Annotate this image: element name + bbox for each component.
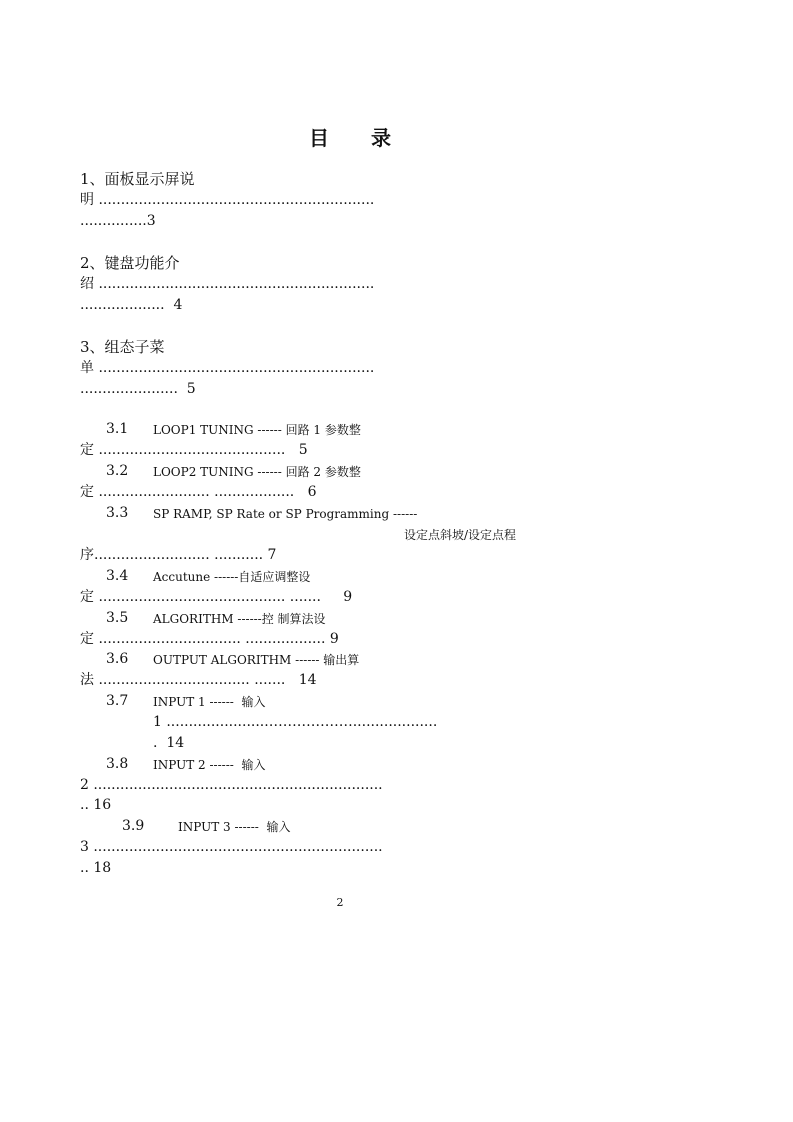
- toc-entry-1-page: ...............3: [80, 213, 156, 229]
- toc-sub-3-6-num: 3.6: [106, 651, 129, 667]
- toc-entry-3-leader: 单 ..............................................................: [80, 360, 375, 376]
- toc-sub-3-6-page: 法 .................................. ....... 14: [80, 672, 317, 688]
- toc-title-left: 目: [309, 126, 331, 150]
- toc-sub-3-5-num: 3.5: [106, 610, 129, 626]
- toc-sub-3-7-leader: 1 .......................………………...................: [153, 714, 438, 730]
- toc-sub-3-2-text: LOOP2 TUNING ------ 回路 2 参数整: [153, 465, 361, 479]
- toc-sub-3-7-text: INPUT 1 ------ 输入: [153, 695, 266, 709]
- toc-sub-3-9-num: 3.9: [122, 818, 145, 834]
- toc-entry-1-leader: 明 ..............................................................: [80, 192, 375, 208]
- toc-title: [0, 122, 702, 151]
- toc-sub-3-6-text: OUTPUT ALGORITHM ------ 输出算: [153, 653, 360, 667]
- toc-sub-3-4-text: Accutune ------自适应调整设: [153, 570, 311, 584]
- toc-sub-3-9-page: .. 18: [80, 860, 112, 876]
- toc-entry-1-heading: 1、面板显示屏说: [80, 170, 195, 188]
- toc-entry-3-heading: 3、组态子菜: [80, 338, 165, 356]
- toc-sub-3-8-page: .. 16: [80, 797, 112, 813]
- toc-sub-3-5-page: 定 ................................ .................. 9: [80, 631, 339, 647]
- toc-sub-3-3-num: 3.3: [106, 505, 129, 521]
- toc-sub-3-2-num: 3.2: [106, 463, 129, 479]
- toc-sub-3-3-extra: 设定点斜坡/设定点程: [404, 528, 517, 542]
- toc-sub-3-1-text: LOOP1 TUNING ------ 回路 1 参数整: [153, 423, 361, 437]
- toc-sub-3-7-page: . 14: [153, 735, 185, 751]
- toc-sub-3-3-page: 序.......................... ........... 7: [80, 547, 277, 563]
- toc-sub-3-3-text: SP RAMP, SP Rate or SP Programming ------: [153, 507, 418, 521]
- toc-sub-3-4-num: 3.4: [106, 568, 129, 584]
- toc-sub-3-1-page: 定 .......................................... 5: [80, 442, 308, 458]
- toc-sub-3-1-num: 3.1: [106, 421, 129, 437]
- toc-sub-3-9-leader: 3 .................................................................: [80, 839, 383, 855]
- toc-sub-3-8-num: 3.8: [106, 756, 129, 772]
- toc-entry-2-heading: 2、键盘功能介: [80, 254, 180, 272]
- toc-entry-2-leader: 绍 ..............................................................: [80, 276, 375, 292]
- toc-sub-3-4-page: 定 .......................................... ....... 9: [80, 589, 353, 605]
- page-number: 2: [336, 896, 344, 909]
- toc-entry-3-page: ...................... 5: [80, 381, 196, 397]
- toc-sub-3-2-page: 定 ......................... .................. 6: [80, 484, 317, 500]
- toc-title-right: 录: [371, 126, 393, 150]
- toc-sub-3-5-text: ALGORITHM ------控 制算法设: [153, 612, 326, 626]
- toc-entry-2-page: ................... 4: [80, 297, 183, 313]
- toc-sub-3-9-text: INPUT 3 ------ 输入: [178, 820, 291, 834]
- toc-sub-3-8-text: INPUT 2 ------ 输入: [153, 758, 266, 772]
- toc-sub-3-8-leader: 2 .................................................................: [80, 777, 383, 793]
- toc-sub-3-7-num: 3.7: [106, 693, 129, 709]
